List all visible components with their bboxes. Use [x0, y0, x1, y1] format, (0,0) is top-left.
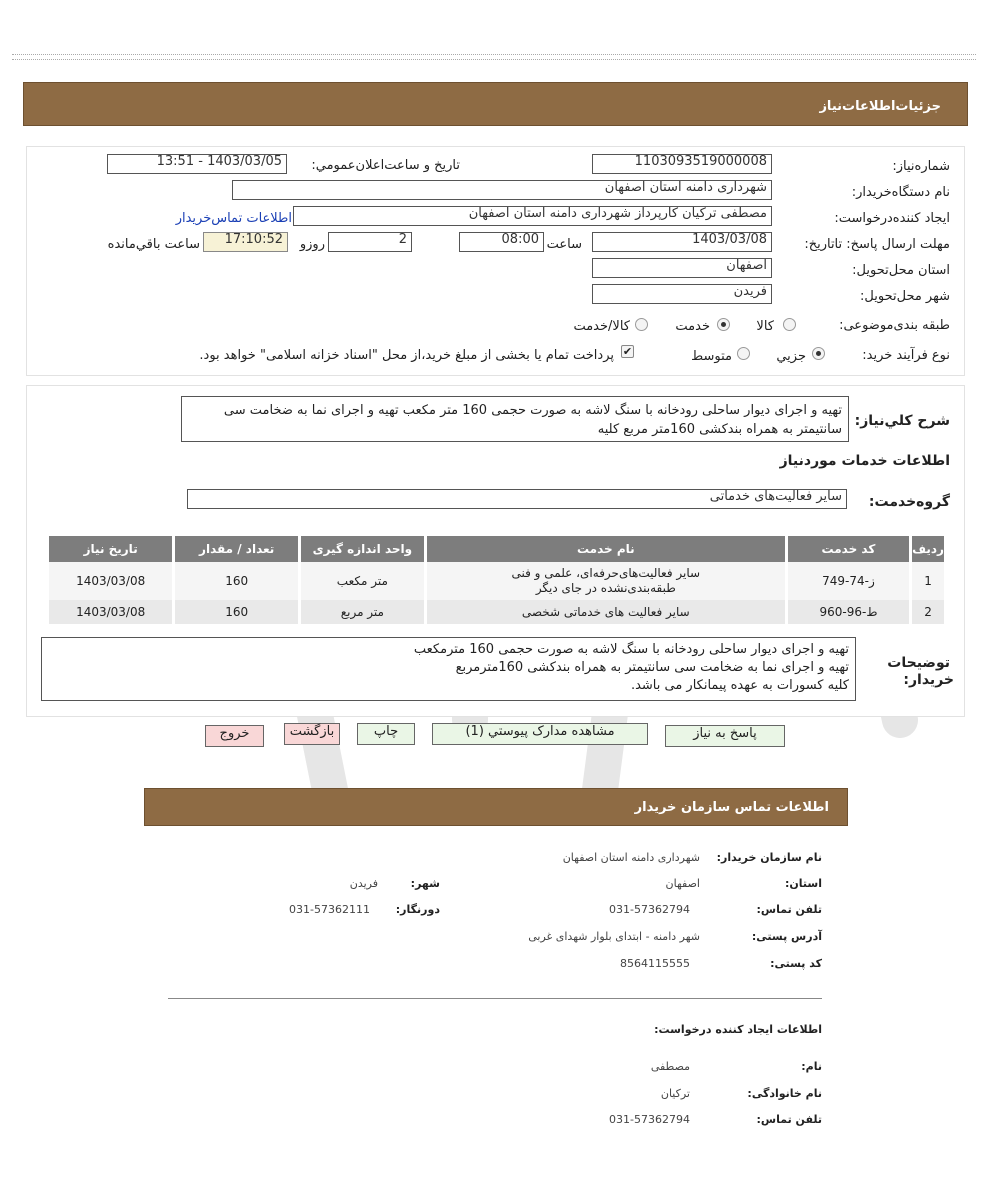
category-goods-label: کالا [756, 319, 774, 334]
fax-value: 031-57362111 [289, 903, 370, 916]
exit-button[interactable]: خروج [205, 725, 264, 747]
need-date: 1403/03/08 [46, 562, 172, 600]
contact-city-label: شهر: [410, 877, 440, 890]
city-label: شهر محل‌تحویل: [860, 289, 950, 304]
service-code: ط-96-960 [785, 600, 909, 624]
unit: متر مکعب [298, 562, 424, 600]
description-box [181, 396, 849, 442]
back-button[interactable]: بازگشت [284, 723, 340, 745]
service-name-line1: سایر فعالیت‌های‌حرفه‌ای، علمی و فنی [511, 566, 701, 580]
buyer-notes-box [41, 637, 856, 701]
contact-divider [168, 998, 822, 999]
description-text: تهیه و اجرای دیوار ساحلی رودخانه با سنگ لاشه به صورت حجمی 160 متر مکعب تهیه و اجرای نما به ضخامت سی سانتیمتر به همراه بندکشی 160متر مربع کلیه [223, 403, 842, 437]
top-separator [12, 54, 976, 60]
category-label: طبقه بندی‌موضوعی: [839, 318, 950, 333]
contact-province-value: اصفهان [665, 877, 700, 890]
description-label: شرح کلي‌نياز: [854, 413, 950, 429]
address-value: شهر دامنه - ابتدای بلوار شهدای غربی [528, 930, 700, 943]
deadline-label: مهلت ارسال پاسخ: تاتاریخ: [804, 237, 950, 252]
buyer-contact-link[interactable]: اطلاعات تماس‌خریدار [175, 211, 292, 226]
category-goods-radio[interactable] [783, 318, 796, 331]
treasury-checkbox[interactable]: ✔ [622, 345, 633, 358]
buyer-notes-label-2: خریدار: [903, 672, 954, 688]
category-both-radio[interactable] [635, 318, 648, 331]
buyer-field[interactable]: شهرداری دامنه استان اصفهان [232, 180, 772, 200]
name-value: مصطفی [650, 1060, 690, 1073]
buyer-notes-line3: کلیه کسورات به عهده پیمانکار می باشد. [630, 678, 849, 693]
remaining-time-field: 17:10:52 [203, 232, 288, 252]
respond-button[interactable]: پاسخ به نیاز [665, 725, 785, 747]
print-button[interactable]: چاپ [357, 723, 415, 745]
fax-label: دورنگار: [395, 903, 440, 916]
buyer-label: نام دستگاه‌خریدار: [851, 185, 950, 200]
name-label: نام: [801, 1060, 822, 1073]
province-field[interactable]: اصفهان [592, 258, 772, 278]
col-name-header: نام خدمت [424, 536, 785, 562]
service-name-line2: طبقه‌بندی‌نشده در جای دیگر [535, 581, 676, 595]
quantity: 160 [172, 562, 298, 600]
days-field[interactable]: 2 [328, 232, 412, 252]
contact-city-value: فریدن [349, 877, 378, 890]
col-unit-header: واحد اندازه گیری [298, 536, 424, 562]
row-index: 2 [909, 600, 944, 624]
service-group-label: گروه‌خدمت: [868, 494, 950, 510]
remaining-label: ساعت باقي‌مانده [107, 237, 200, 252]
phone-value: 031-57362794 [609, 903, 690, 916]
service-code: ز-74-749 [785, 562, 909, 600]
contact-province-label: استان: [785, 877, 822, 890]
family-value: ترکیان [660, 1087, 690, 1100]
services-title: اطلاعات خدمات مورد‌نیاز [779, 453, 950, 469]
payment-note: پرداخت تمام یا بخشی از مبلغ خرید،از محل "اسناد خزانه اسلامی" خواهد بود. [199, 348, 614, 363]
process-minor-label: جزيي [776, 349, 806, 364]
process-label: نوع فرآیند خرید: [862, 348, 950, 363]
deadline-time-field[interactable]: 08:00 [459, 232, 544, 252]
phone-label: تلفن تماس: [756, 903, 822, 916]
process-medium-radio[interactable] [737, 347, 750, 360]
process-minor-radio[interactable] [812, 347, 825, 360]
buyer-notes-line2: تهیه و اجرای نما به ضخامت سی سانتیمتر به همراه بندکشی 160مترمربع [455, 660, 849, 675]
col-code-header: کد خدمت [785, 536, 909, 562]
service-group-field[interactable]: سایر فعالیت‌های خدماتی [187, 489, 847, 509]
creator-phone-value: 031-57362794 [609, 1113, 690, 1126]
creator-field[interactable]: مصطفی ترکیان کارپرداز شهرداری دامنه استان اصفهان [293, 206, 772, 226]
creator-info-title: اطلاعات ایجاد کننده درخواست: [654, 1023, 822, 1036]
days-label: روزو [299, 237, 325, 252]
announce-label: تاریخ و ساعت‌اعلان‌عمومي: [311, 158, 460, 173]
deadline-time-label: ساعت [546, 237, 582, 252]
need-number-field[interactable]: 1103093519000008 [592, 154, 772, 174]
category-both-label: کالا/خدمت [573, 319, 630, 334]
creator-label: ایجاد کننده‌درخواست: [834, 211, 950, 226]
address-label: آدرس پستی: [751, 930, 822, 943]
services-table [46, 536, 944, 624]
family-label: نام خانوادگی: [747, 1087, 822, 1100]
contact-title: اطلاعات تماس سازمان خریدار [634, 800, 829, 815]
page-header [23, 82, 968, 126]
need-date: 1403/03/08 [46, 600, 172, 624]
row-index: 1 [909, 562, 944, 600]
table-header-row [46, 536, 944, 562]
process-medium-label: متوسط [691, 349, 732, 364]
announce-field[interactable]: 1403/03/05 - 13:51 [107, 154, 287, 174]
page-title: جزئیات‌اطلاعات‌نیاز [819, 99, 941, 114]
table-row[interactable] [46, 562, 944, 600]
service-name: سایر فعالیت های خدماتی شخصی [424, 600, 785, 624]
org-label: نام سازمان خریدار: [716, 851, 822, 864]
buyer-notes-line1: تهیه و اجرای دیوار ساحلی رودخانه با سنگ لاشه به صورت حجمی 160 مترمکعب [413, 642, 849, 657]
quantity: 160 [172, 600, 298, 624]
need-number-label: شماره‌نیاز: [892, 159, 950, 174]
deadline-date-field[interactable]: 1403/03/08 [592, 232, 772, 252]
province-label: استان محل‌تحویل: [852, 263, 950, 278]
org-value: شهرداری دامنه استان اصفهان [562, 851, 700, 864]
category-service-label: خدمت [675, 319, 710, 334]
postal-label: کد پستی: [770, 957, 822, 970]
contact-header [144, 788, 848, 826]
postal-value: 8564115555 [620, 957, 690, 970]
buyer-notes-label-1: توضیحات [887, 655, 950, 671]
category-service-radio[interactable] [717, 318, 730, 331]
col-qty-header: تعداد / مقدار [172, 536, 298, 562]
col-date-header: تاریخ نیاز [46, 536, 172, 562]
table-row[interactable] [46, 600, 944, 624]
attachments-button[interactable]: مشاهده مدارک پیوستي (1) [432, 723, 648, 745]
col-row-header: ردیف [909, 536, 944, 562]
creator-phone-label: تلفن تماس: [756, 1113, 822, 1126]
unit: متر مربع [298, 600, 424, 624]
service-name [424, 562, 785, 600]
city-field[interactable]: فریدن [592, 284, 772, 304]
